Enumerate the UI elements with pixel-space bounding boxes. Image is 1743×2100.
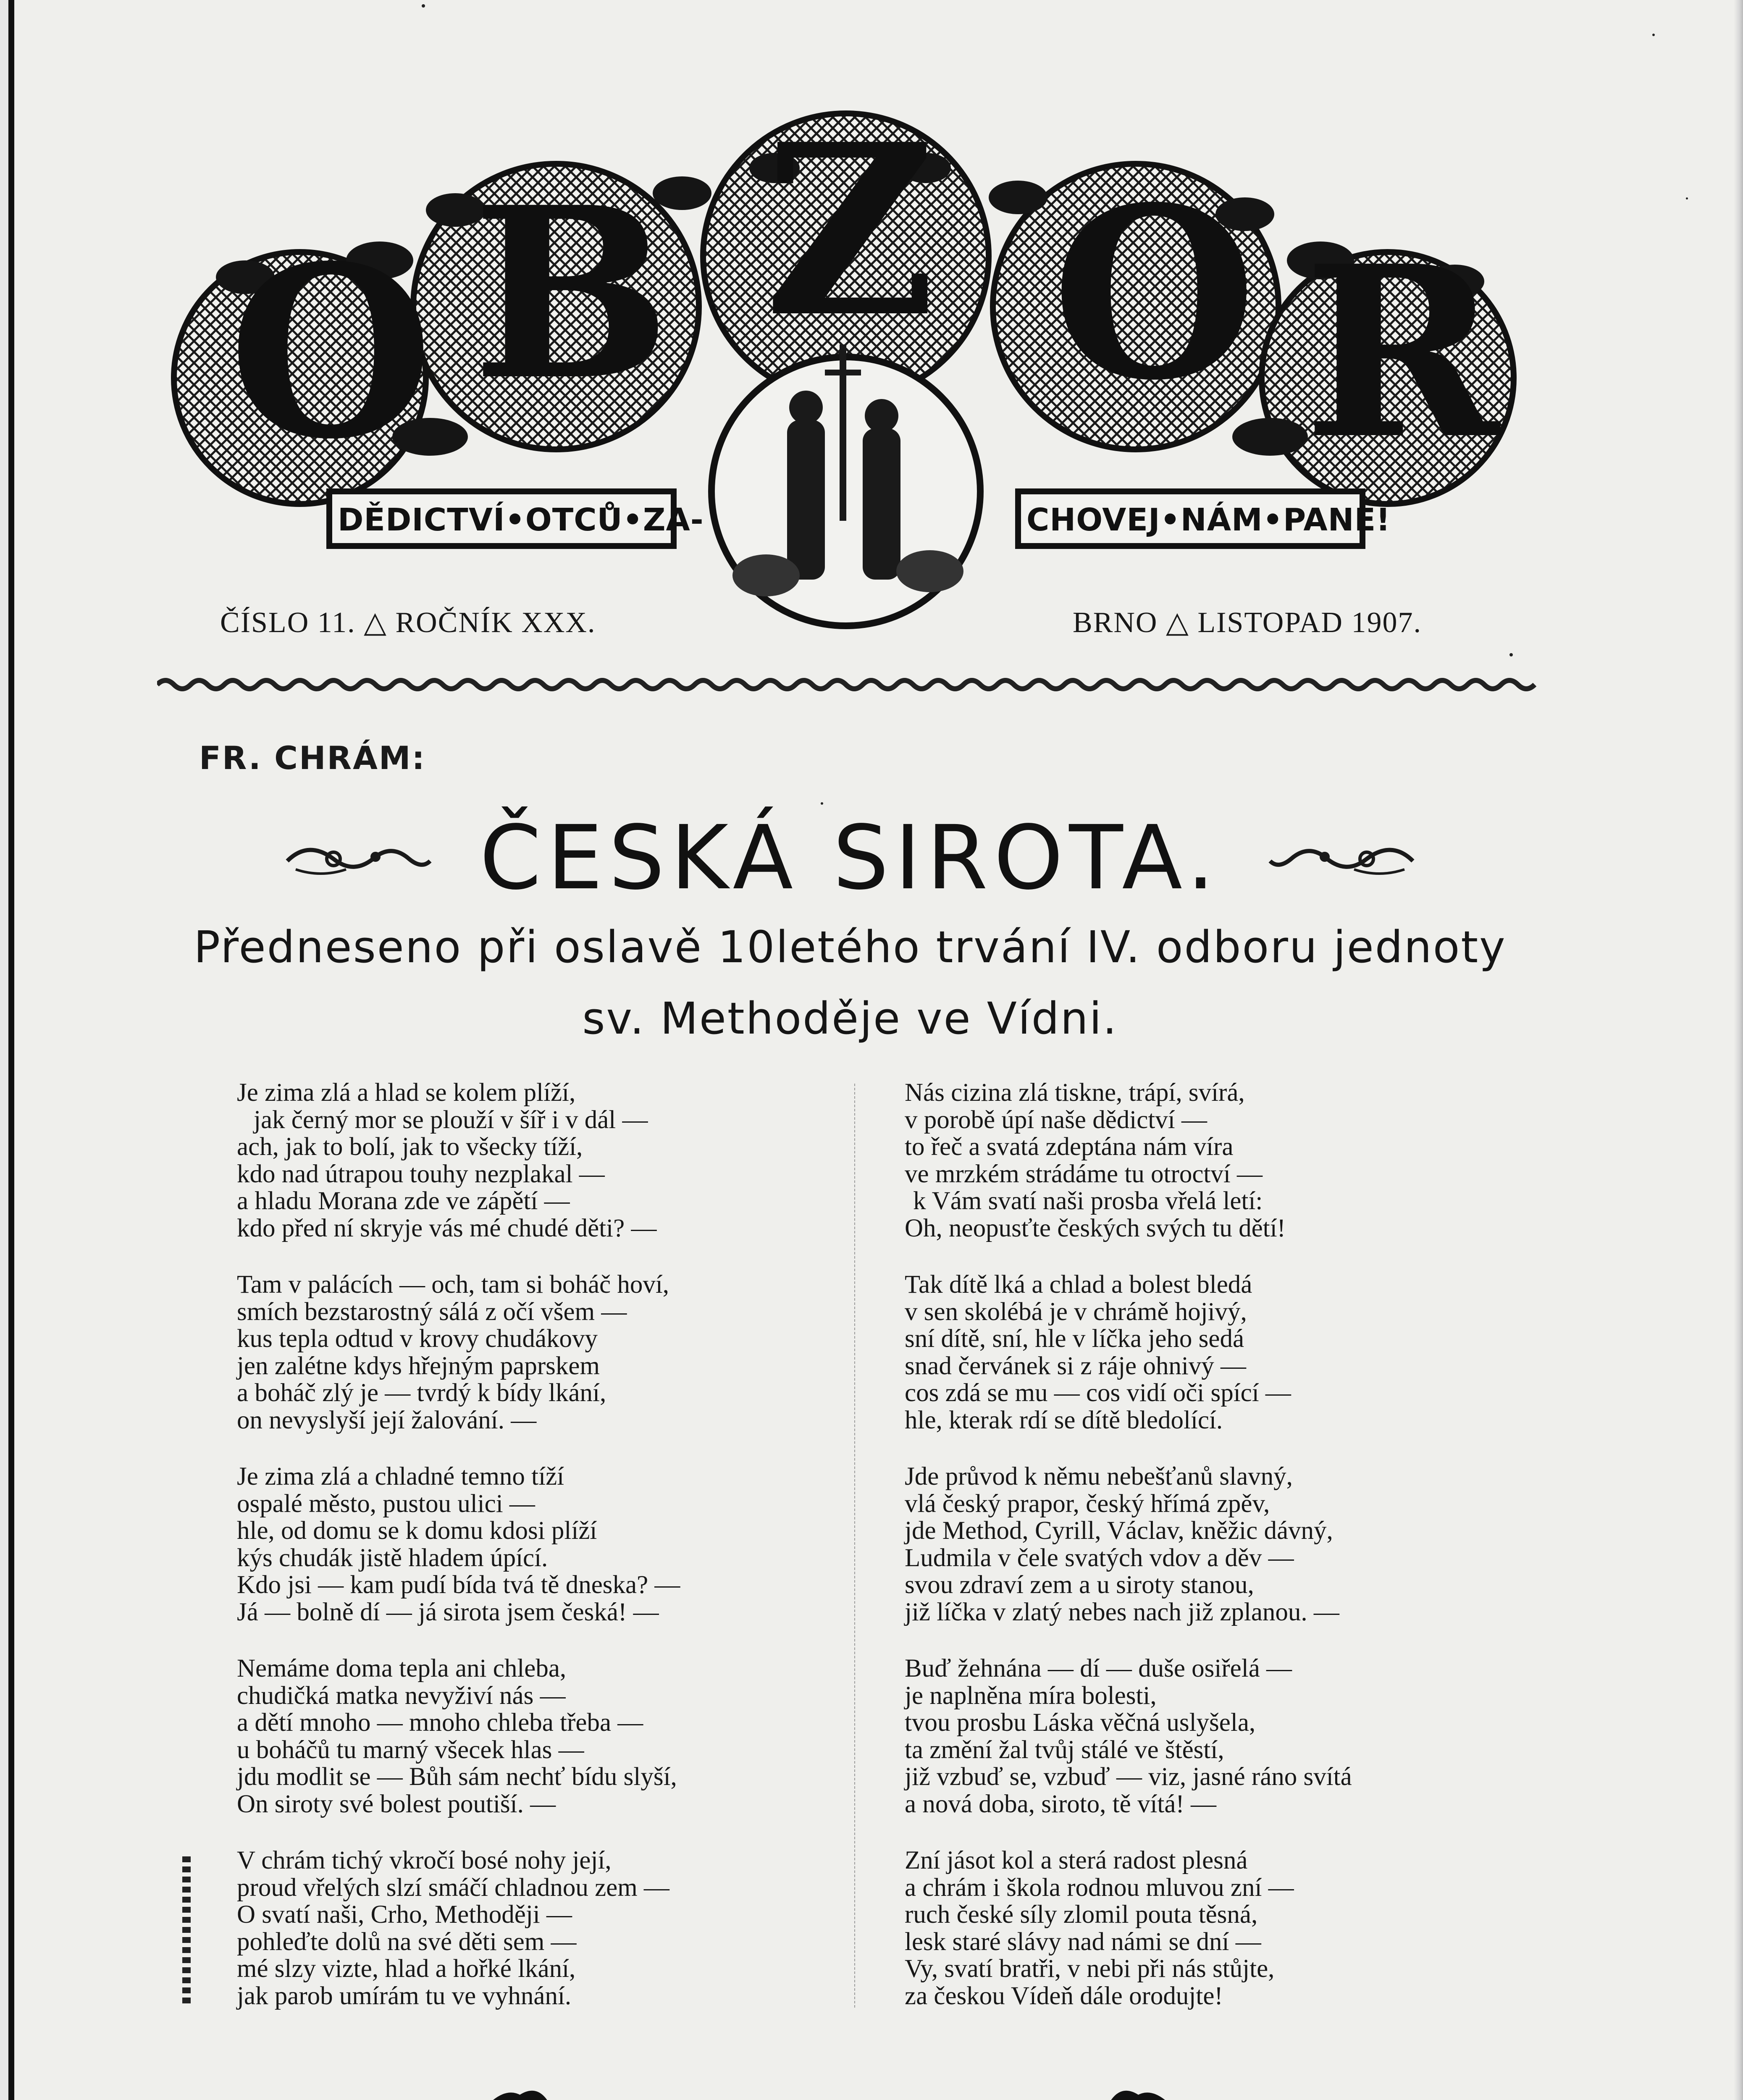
scroll-ornament-left (283, 836, 434, 882)
poem-line: Zní jásot kol a sterá radost plesná (905, 1846, 1248, 1874)
poem-line: k Vám svatí naši prosba vřelá letí: (913, 1187, 1263, 1215)
poem-line: jdu modlit se — Bůh sám nechť bídu slyší, (237, 1763, 677, 1791)
poem-line: jde Method, Cyrill, Václav, kněžic dávný, (905, 1517, 1333, 1545)
poem-stanza (905, 1079, 1484, 1242)
poem-line: lesk staré slávy nad námi se dní — (905, 1927, 1261, 1956)
poem-line: ta změní žal tvůj stálé ve štěstí, (905, 1735, 1224, 1764)
poem-line: již vzbuď se, vzbuď — viz, jasné ráno svítá (905, 1763, 1352, 1791)
poem-line: za českou Vídeň dále orodujte! (905, 1982, 1223, 2010)
masthead-letter: O (228, 215, 433, 491)
poem-line: a nová doba, siroto, tě vítá! — (905, 1790, 1216, 1818)
title-row (283, 806, 1417, 916)
poem-line: u boháčů tu marný všecek hlas — (237, 1735, 584, 1764)
poem-line: ospalé město, pustou ulici — (237, 1489, 535, 1518)
poem-stanza (905, 1847, 1484, 2010)
issue-place-date: BRNO △ LISTOPAD 1907. (1073, 606, 1422, 639)
decorative-rule (157, 672, 1539, 697)
scroll-ornament-right (1266, 836, 1417, 882)
poem-stanza (905, 1463, 1484, 1626)
poem-line: Je zima zlá a hlad se kolem plíží, (237, 1079, 576, 1107)
masthead-letter-r (1304, 215, 1499, 491)
poem-line: V chrám tichý vkročí bosé nohy její, (237, 1846, 612, 1874)
poem-line: svou zdraví zem a u siroty stanou, (905, 1571, 1254, 1599)
poem-line: ach, jak to bolí, jak to všecky tíží, (237, 1133, 583, 1161)
poem-line: již líčka v zlatý nebes nach již zplanou. — (905, 1598, 1339, 1626)
newspaper-page (8, 0, 1743, 2100)
poem-line: Oh, neopusťte českých svých tu dětí! (905, 1214, 1286, 1242)
masthead-letter-b (472, 156, 671, 432)
poem-line: hle, kterak rdí se dítě bledolící. (905, 1406, 1223, 1434)
column-divider (854, 1084, 856, 2008)
poem-line: a chrám i škola rodnou mluvou zní — (905, 1873, 1294, 1902)
poem-line: kdo před ní skryje vás mé chudé děti? — (237, 1214, 657, 1242)
poem-line: Vy, svatí bratři, v nebi při nás stůjte, (905, 1955, 1275, 1983)
poem-line: Nás cizina zlá tiskne, trápí, svírá, (905, 1079, 1245, 1107)
poem-stanza (905, 1271, 1484, 1434)
poem-line: vlá český prapor, český hřímá zpěv, (905, 1489, 1270, 1518)
article-subtitle (140, 911, 1560, 1054)
poem-stanza (237, 1271, 825, 1434)
poem-line: jak černý mor se plouží v šíř i v dál — (254, 1105, 648, 1134)
poem-line: Tak dítě lká a chlad a bolest bledá (905, 1270, 1252, 1299)
poem-line: sní dítě, sní, hle v líčka jeho sedá (905, 1325, 1244, 1353)
motto-left: DĚDICTVÍ•OTCŮ•ZA- (338, 502, 704, 538)
poem-column-left (237, 1079, 825, 2039)
poem-line: jak parob umírám tu ve vyhnání. (237, 1982, 572, 2010)
poem-line: a hladu Morana zde ve zápětí — (237, 1187, 570, 1215)
poem-line: to řeč a svatá zdeptána nám víra (905, 1133, 1234, 1161)
poem-line: Já — bolně dí — já sirota jsem česká! — (237, 1598, 659, 1626)
poem-line: Ludmila v čele svatých vdov a děv — (905, 1544, 1294, 1572)
poem-line: kýs chudák jistě hladem úpící. (237, 1544, 548, 1572)
subtitle-line: sv. Methoděje ve Vídni. (582, 993, 1118, 1044)
closing-ornament (468, 2083, 1190, 2100)
poem-line: chudičká matka nevyživí nás — (237, 1681, 566, 1710)
margin-mark (182, 1856, 191, 2003)
poem-line: pohleďte dolů na své děti sem — (237, 1927, 577, 1956)
poem-line: cos zdá se mu — cos vidí oči spící — (905, 1379, 1291, 1407)
poem-line: Jde průvod k němu nebešťanů slavný, (905, 1462, 1293, 1491)
article-title: ČESKÁ SIROTA. (479, 806, 1221, 909)
poem-line: proud vřelých slzí smáčí chladnou zem — (237, 1873, 669, 1902)
poem-line: On siroty své bolest poutiší. — (237, 1790, 556, 1818)
poem-line: hle, od domu se k domu kdosi plíží (237, 1517, 597, 1545)
poem-line: ve mrzkém strádáme tu otroctví — (905, 1160, 1263, 1188)
poem-line: kus tepla odtud v krovy chudákovy (237, 1325, 598, 1353)
masthead-letter: O (1052, 156, 1257, 432)
subtitle-line: Předneseno při oslavě 10letého trvání IV. odboru jednoty (194, 921, 1507, 973)
page-edge-shadow (1734, 0, 1743, 2100)
poem-line: v porobě úpí naše dědictví — (905, 1105, 1207, 1134)
poem-stanza (237, 1079, 825, 1242)
poem-line: v sen skolébá je v chrámě hojivý, (905, 1297, 1247, 1326)
article-author: FR. CHRÁM: (199, 739, 426, 777)
poem-line: jen zalétne kdys hřejným paprskem (237, 1352, 600, 1380)
dust-speck (1652, 34, 1655, 36)
poem-line: Buď žehnána — dí — duše osiřelá — (905, 1654, 1292, 1683)
poem-line: tvou prosbu Láska věčná uslyšela, (905, 1709, 1256, 1737)
poem-line: Kdo jsi — kam pudí bída tvá tě dneska? — (237, 1571, 680, 1599)
poem-column-right (905, 1079, 1484, 2039)
poem-line: a boháč zlý je — tvrdý k bídy lkání, (237, 1379, 606, 1407)
masthead-letter: R (1304, 215, 1499, 491)
poem-line: mé slzy vizte, hlad a hořké lkání, (237, 1955, 576, 1983)
poem-line: smích bezstarostný sálá z očí všem — (237, 1297, 627, 1326)
motto-right: CHOVEJ•NÁM•PANE! (1026, 502, 1391, 538)
dust-speck (1686, 197, 1688, 200)
poem-line: on nevyslyší její žalování. — (237, 1406, 537, 1434)
poem-line: O svatí naši, Crho, Methoději — (237, 1900, 572, 1929)
poem-stanza (237, 1655, 825, 1818)
masthead-letter-z (762, 93, 938, 369)
poem-stanza (905, 1655, 1484, 1818)
poem-line: Je zima zlá a chladné temno tíží (237, 1462, 564, 1491)
poem-stanza (237, 1463, 825, 1626)
issue-number: ČÍSLO 11. △ ROČNÍK XXX. (220, 606, 596, 639)
poem-stanza (237, 1847, 825, 2010)
poem-line: Tam v palácích — och, tam si boháč hoví, (237, 1270, 669, 1299)
masthead-letter-o2 (1052, 156, 1257, 432)
dust-speck (422, 4, 425, 8)
poem-line: Nemáme doma tepla ani chleba, (237, 1654, 567, 1683)
poem-line: kdo nad útrapou touhy nezplakal — (237, 1160, 605, 1188)
masthead-letter: B (472, 156, 671, 432)
dust-speck (821, 802, 823, 805)
poem-line: je naplněna míra bolesti, (905, 1681, 1157, 1710)
poem-line: snad červánek si z ráje ohnivý — (905, 1352, 1247, 1380)
poem-line: a dětí mnoho — mnoho chleba třeba — (237, 1709, 643, 1737)
masthead-letter-o (228, 215, 433, 491)
masthead-letter: Z (764, 93, 936, 369)
poem-line: ruch české síly zlomil pouta těsná, (905, 1900, 1258, 1929)
